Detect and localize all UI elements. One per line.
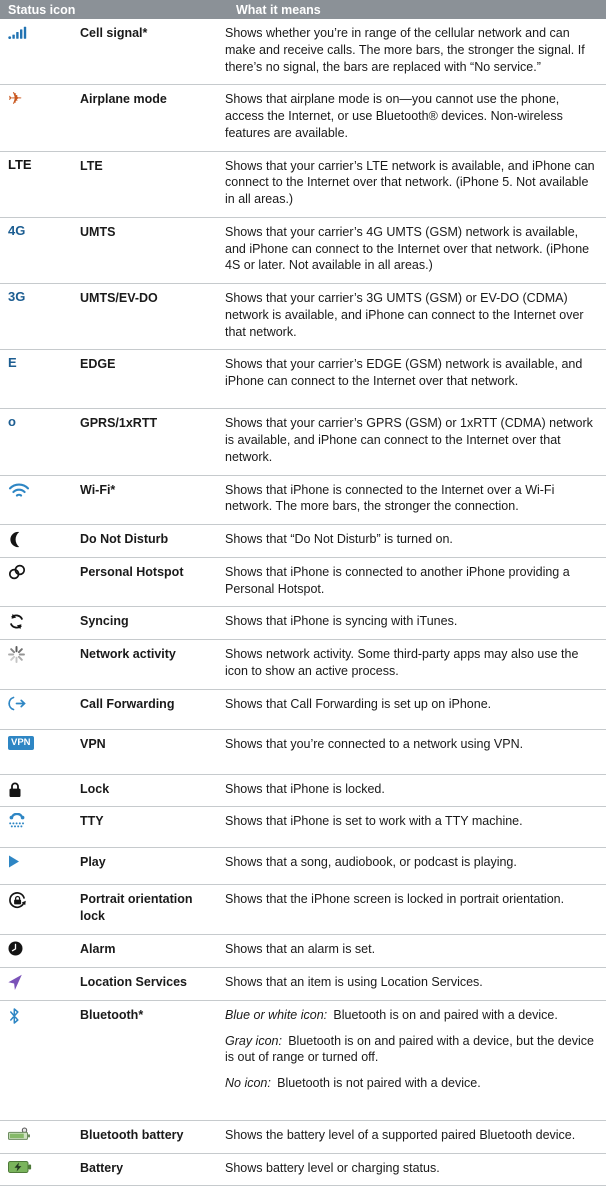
status-description: [225, 350, 606, 408]
description-lead: No icon:: [225, 1076, 271, 1090]
description-paragraph: Shows that iPhone is connected to another iPhone providing a Personal Hotspot.: [225, 564, 596, 598]
status-icon-cell: [0, 218, 80, 283]
status-name: Lock: [80, 775, 225, 807]
status-name: Airplane mode: [80, 85, 225, 150]
status-icon-cell: [0, 607, 80, 639]
status-description: [225, 807, 606, 847]
status-icon-cell: [0, 152, 80, 217]
status-description: [225, 607, 606, 639]
status-name: Play: [80, 848, 225, 884]
wifi-icon: [8, 482, 30, 499]
description-paragraph: Shows that iPhone is locked.: [225, 781, 596, 798]
status-name: GPRS/1xRTT: [80, 409, 225, 474]
lte-label-icon: LTE: [8, 158, 32, 172]
column-header-what-it-means: What it means: [228, 3, 606, 17]
description-paragraph: Shows that your carrier’s GPRS (GSM) or 1xRTT (CDMA) network is available, and iPhone can connect to the Internet over that network.: [225, 415, 596, 465]
status-description: [225, 409, 606, 474]
status-description: [225, 775, 606, 807]
table-row: [0, 730, 606, 775]
3g-label-icon: 3G: [8, 290, 25, 304]
description-paragraph: Shows that the iPhone screen is locked in portrait orientation.: [225, 891, 596, 908]
status-description: [225, 848, 606, 884]
table-row: [0, 690, 606, 730]
syncing-icon: [8, 613, 25, 630]
table-row: [0, 885, 606, 935]
description-paragraph: Shows that your carrier’s 4G UMTS (GSM) network is available, and iPhone can connect to the Internet over that network. (iPhone 4S or later. Not available in all areas.): [225, 224, 596, 274]
status-description: [225, 85, 606, 150]
status-name: Cell signal*: [80, 19, 225, 84]
status-icon-cell: [0, 19, 80, 84]
status-icon-cell: [0, 848, 80, 884]
status-description: [225, 476, 606, 525]
bluetooth-icon: [8, 1007, 21, 1025]
bluetooth-battery-icon: [8, 1127, 32, 1141]
do-not-disturb-moon-icon: [8, 531, 24, 548]
status-icon-cell: [0, 640, 80, 689]
table-body: [0, 19, 606, 1186]
status-name: Call Forwarding: [80, 690, 225, 729]
table-row: [0, 558, 606, 608]
description-paragraph: Shows that you’re connected to a network using VPN.: [225, 736, 596, 753]
status-name: Location Services: [80, 968, 225, 1000]
description-paragraph: Shows that an alarm is set.: [225, 941, 596, 958]
status-name: Bluetooth*: [80, 1001, 225, 1120]
table-row: [0, 1121, 606, 1154]
description-paragraph: Shows that Call Forwarding is set up on iPhone.: [225, 696, 596, 713]
description-paragraph: Blue or white icon: Bluetooth is on and paired with a device.: [225, 1007, 596, 1024]
table-row: [0, 1001, 606, 1121]
status-description: [225, 885, 606, 934]
status-name: LTE: [80, 152, 225, 217]
status-description: [225, 558, 606, 607]
description-paragraph: Shows that “Do Not Disturb” is turned on.: [225, 531, 596, 548]
status-name: UMTS/EV-DO: [80, 284, 225, 349]
status-icon-cell: [0, 350, 80, 408]
status-description: [225, 968, 606, 1000]
status-name: UMTS: [80, 218, 225, 283]
table-row: [0, 968, 606, 1001]
location-services-arrow-icon: [8, 974, 23, 991]
play-icon: [8, 854, 20, 869]
status-icon-cell: [0, 690, 80, 729]
status-icon-cell: [0, 1154, 80, 1186]
table-row: [0, 218, 606, 284]
status-name: Personal Hotspot: [80, 558, 225, 607]
table-row: [0, 848, 606, 885]
status-name: EDGE: [80, 350, 225, 408]
gprs-label-icon: o: [8, 415, 16, 429]
description-paragraph: Shows that a song, audiobook, or podcast is playing.: [225, 854, 596, 871]
status-icon-cell: [0, 1001, 80, 1120]
status-icon-cell: [0, 935, 80, 967]
status-description: [225, 730, 606, 774]
status-icon-cell: [0, 885, 80, 934]
table-row: [0, 409, 606, 475]
status-description: [225, 284, 606, 349]
vpn-badge-icon: VPN: [8, 736, 34, 750]
table-row: [0, 85, 606, 151]
status-icon-cell: [0, 284, 80, 349]
status-description: [225, 19, 606, 84]
status-icon-cell: [0, 85, 80, 150]
status-description: [225, 1121, 606, 1153]
airplane-mode-icon: ✈: [8, 91, 22, 107]
status-description: [225, 1154, 606, 1186]
status-icon-cell: [0, 730, 80, 774]
status-description: [225, 640, 606, 689]
table-row: [0, 19, 606, 85]
table-header: [0, 0, 606, 19]
table-row: [0, 607, 606, 640]
description-paragraph: Shows the battery level of a supported paired Bluetooth device.: [225, 1127, 596, 1144]
4g-label-icon: 4G: [8, 224, 25, 238]
table-row: [0, 476, 606, 526]
description-paragraph: Shows that iPhone is syncing with iTunes.: [225, 613, 596, 630]
table-row: [0, 350, 606, 409]
status-name: TTY: [80, 807, 225, 847]
table-row: [0, 525, 606, 558]
table-row: [0, 1154, 606, 1186]
status-name: Bluetooth battery: [80, 1121, 225, 1153]
network-activity-spinner-icon: [8, 646, 25, 663]
call-forwarding-icon: [8, 696, 28, 711]
status-icon-cell: [0, 775, 80, 807]
status-description: [225, 218, 606, 283]
table-row: [0, 284, 606, 350]
description-lead: Blue or white icon:: [225, 1008, 327, 1022]
description-paragraph: Shows that your carrier’s 3G UMTS (GSM) or EV-DO (CDMA) network is available, and iPhone can connect to the Internet over that network.: [225, 290, 596, 340]
status-icon-cell: [0, 1121, 80, 1153]
table-row: [0, 935, 606, 968]
description-paragraph: Shows that iPhone is set to work with a TTY machine.: [225, 813, 596, 830]
table-row: [0, 775, 606, 808]
status-name: Network activity: [80, 640, 225, 689]
table-row: [0, 807, 606, 848]
status-description: [225, 1001, 606, 1120]
status-name: Portrait orientation lock: [80, 885, 225, 934]
status-name: Wi-Fi*: [80, 476, 225, 525]
status-icon-cell: [0, 558, 80, 607]
table-row: [0, 152, 606, 218]
description-paragraph: Shows that iPhone is connected to the Internet over a Wi-Fi network. The more bars, the stronger the connection.: [225, 482, 596, 516]
status-name: Do Not Disturb: [80, 525, 225, 557]
alarm-clock-icon: [8, 941, 23, 956]
portrait-orientation-lock-icon: [8, 891, 27, 910]
description-paragraph: Shows network activity. Some third-party apps may also use the icon to show an active process.: [225, 646, 596, 680]
status-icon-cell: [0, 968, 80, 1000]
description-paragraph: Shows that airplane mode is on—you cannot use the phone, access the Internet, or use Bluetooth® devices. Non-wireless features are available.: [225, 91, 596, 141]
description-paragraph: Shows that an item is using Location Services.: [225, 974, 596, 991]
description-paragraph: Gray icon: Bluetooth is on and paired with a device, but the device is out of range or turned off.: [225, 1033, 596, 1067]
personal-hotspot-icon: [8, 564, 26, 580]
status-icon-cell: [0, 807, 80, 847]
edge-label-icon: E: [8, 356, 17, 370]
status-name: Battery: [80, 1154, 225, 1186]
status-icon-cell: [0, 476, 80, 525]
status-name: Syncing: [80, 607, 225, 639]
tty-icon: [8, 813, 26, 829]
description-paragraph: Shows that your carrier’s LTE network is available, and iPhone can connect to the Internet over that network. (iPhone 5. Not available in all areas.): [225, 158, 596, 208]
cell-signal-icon: [8, 25, 28, 40]
status-description: [225, 152, 606, 217]
description-lead: Gray icon:: [225, 1034, 282, 1048]
description-paragraph: Shows that your carrier’s EDGE (GSM) network is available, and iPhone can connect to the Internet over that network.: [225, 356, 596, 390]
status-description: [225, 690, 606, 729]
description-paragraph: Shows whether you’re in range of the cellular network and can make and receive calls. The more bars, the stronger the signal. If there’s no signal, the bars are replaced with “No service.”: [225, 25, 596, 75]
table-row: [0, 640, 606, 690]
status-icon-cell: [0, 409, 80, 474]
battery-icon: [8, 1160, 32, 1174]
description-paragraph: Shows battery level or charging status.: [225, 1160, 596, 1177]
status-name: Alarm: [80, 935, 225, 967]
status-description: [225, 525, 606, 557]
status-icon-cell: [0, 525, 80, 557]
lock-icon: [8, 781, 22, 798]
status-name: VPN: [80, 730, 225, 774]
status-description: [225, 935, 606, 967]
column-header-status-icon: Status icon: [0, 3, 228, 17]
description-paragraph: No icon: Bluetooth is not paired with a device.: [225, 1075, 596, 1092]
